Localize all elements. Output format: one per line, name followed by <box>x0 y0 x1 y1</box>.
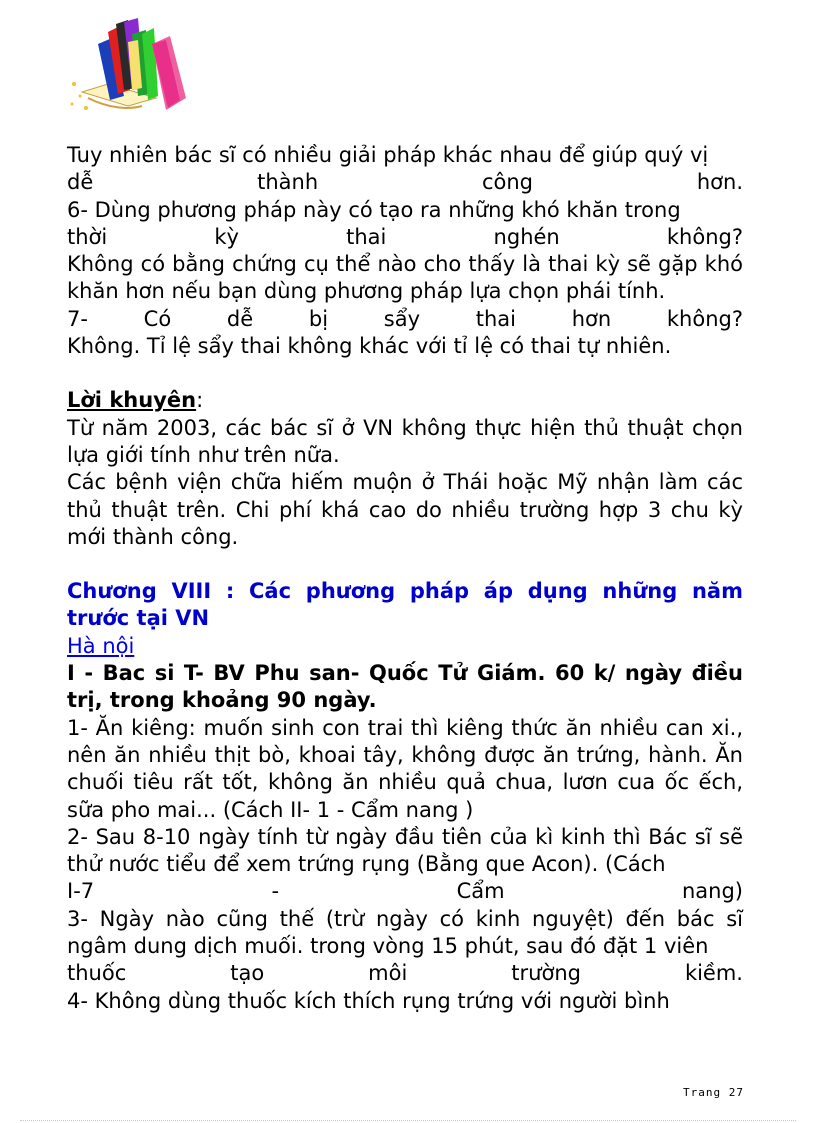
list-item: 1- Ăn kiêng: muốn sinh con trai thì kiêng thức ăn nhiều can xi., nên ăn nhiều thịt bò, khoai tây, không được ăn trứng, hành. Ăn chuối tiêu rất tốt, không ăn nhiều quả chua, lươn cua ốc ếch, sữa pho mai... (Cách II- 1 - Cẩm nang ) <box>67 715 743 822</box>
advice-heading <box>67 387 743 414</box>
page-divider <box>20 1120 796 1121</box>
question-6: 6- Dùng phương pháp này có tạo ra những khó khăn trong <box>67 197 681 222</box>
list-item-continued: I-7 - Cẩm nang) <box>67 879 743 904</box>
advice-paragraph: Từ năm 2003, các bác sĩ ở VN không thực hiện thủ thuật chọn lựa giới tính như trên nữa. <box>67 415 743 467</box>
answer-7: Không. Tỉ lệ sẩy thai không khác với tỉ lệ có thai tự nhiên. <box>67 334 672 359</box>
question-6-continued: thời kỳ thai nghén không? <box>67 224 743 249</box>
section-heading: I - Bac si T- BV Phu san- Quốc Tử Giám. 60 k/ ngày điều trị, trong khoảng 90 ngày. <box>67 661 743 713</box>
page-number: Trang 27 <box>683 1086 744 1099</box>
paragraph: Tuy nhiên bác sĩ có nhiều giải pháp khác nhau để giúp quý vị <box>67 143 709 167</box>
list-item-continued: thuốc tạo môi trường kiềm. <box>67 961 743 986</box>
list-item: 2- Sau 8-10 ngày tính từ ngày đầu tiên của kì kinh thì Bác sĩ sẽ thử nước tiểu để xem trứng rụng (Bằng que Acon). (Cách <box>67 824 743 877</box>
advice-paragraph: Các bệnh viện chữa hiếm muộn ở Thái hoặc Mỹ nhận làm các thủ thuật trên. Chi phí khá cao do nhiều trường hợp 3 chu kỳ mới thành công. <box>67 470 743 549</box>
books-icon <box>68 14 192 114</box>
paragraph: dễ thành công hơn. <box>67 170 743 195</box>
chapter-title: Chương VIII : Các phương pháp áp dụng những năm trước tại VN <box>67 579 743 631</box>
advice-heading-colon: : <box>196 388 204 413</box>
list-item: 3- Ngày nào cũng thế (trừ ngày có kinh nguyệt) đến bác sĩ ngâm dung dịch muối. trong vòng 15 phút, sau đó đặt 1 viên <box>67 906 743 959</box>
hanoi-link[interactable]: Hà nội <box>67 633 135 658</box>
advice-heading-text: Lời khuyên <box>67 388 197 413</box>
list-item: 4- Không dùng thuốc kích thích rụng trứng với người bình <box>67 988 670 1013</box>
answer-6: Không có bằng chứng cụ thể nào cho thấy là thai kỳ sẽ gặp khó khăn hơn nếu bạn dùng phương pháp lựa chọn phái tính. <box>67 252 743 304</box>
question-7: 7- Có dễ bị sẩy thai hơn không? <box>67 306 743 331</box>
page-content <box>67 142 743 1015</box>
